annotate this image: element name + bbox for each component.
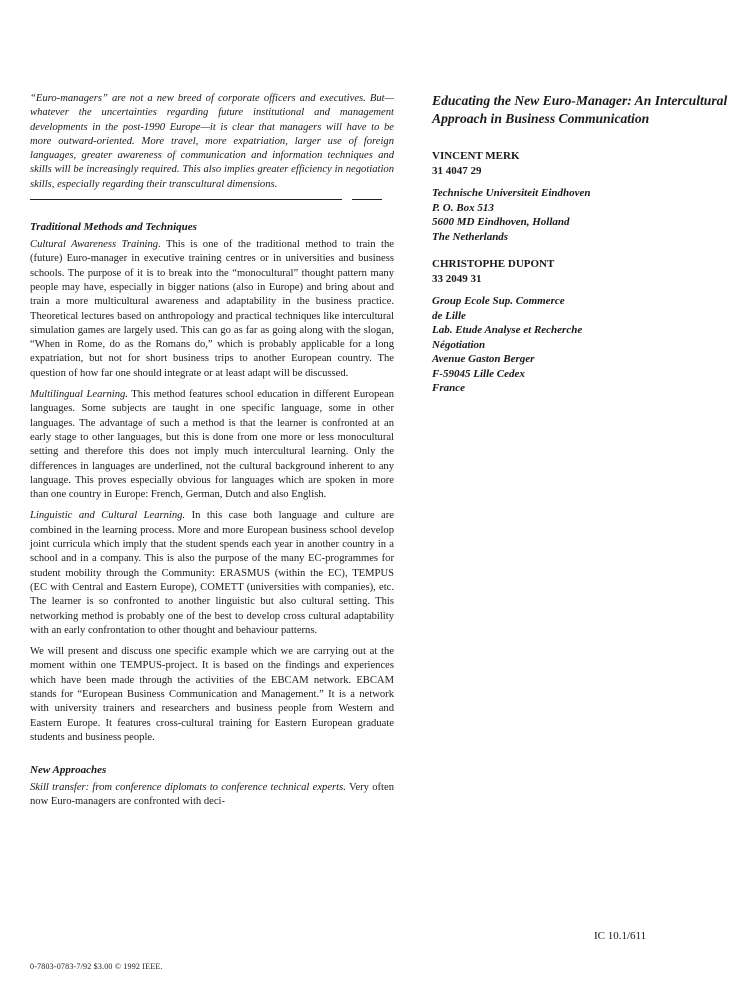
address-line: France (432, 382, 465, 394)
author-address (432, 186, 732, 244)
author-block-1 (432, 149, 732, 244)
address-line: P. O. Box 513 (432, 201, 494, 214)
paragraph-multilingual (30, 388, 394, 502)
address-line: de Lille (432, 309, 466, 322)
heading-traditional-methods: Traditional Methods and Techniques (30, 221, 197, 234)
abstract: “Euro-managers” are not a new breed of corporate officers and executives. But—whatever the uncertainties regarding future institutional and management developments in the post-1990 Europe—it is clear that managers will have to be more outward-oriented. More travel, more expatriation, larger use of foreign languages, greater awareness of communication and information techniques and skills will be increasingly required. This also implies greater efficiency in negotiation skills, especially regarding their transcultural dimensions. (30, 93, 394, 190)
author-name: VINCENT MERK (432, 150, 520, 162)
author-block-2 (432, 257, 732, 396)
copyright-footer: 0-7803-0783-7/92 $3.00 © 1992 IEEE. (30, 962, 163, 971)
paragraph-cultural-awareness (30, 238, 394, 381)
lead-cultural-awareness: Cultural Awareness Training. (30, 239, 161, 251)
address-line: The Netherlands (432, 230, 509, 243)
lead-skill-transfer: Skill transfer: from conference diplomats to conference technical experts. (30, 782, 346, 794)
address-line: Group Ecole Sup. Commerce (432, 295, 565, 307)
paragraph-linguistic-cultural (30, 509, 394, 638)
paper-title: Educating the New Euro-Manager: An Intercultural Approach in Business Communication (432, 93, 728, 126)
address-line: F-59045 Lille Cedex (432, 367, 525, 380)
page-number: IC 10.1/611 (594, 930, 647, 942)
heading-new-approaches: New Approaches (30, 764, 107, 777)
left-column (30, 92, 394, 810)
text-cultural-awareness: This is one of the traditional method to train the (future) Euro-manager in executive training centres or in universities and business schools. The purpose of it is to break into the “monocultural” thought pattern many people may have, especially in bigger nations (also in Europe) and bring about and train a more multicultural awareness and adaptability in the business practice. Theoretical lectures based on anthropology and practical techniques like intercultural simulation games are largely used. This can go as far as going along with the slogan, “When in Rome, do as the Romans do,” which is probably applicable for a long expatriation, but not for short business trips to another European country. The question of how far one should integrate or at least adapt will be discussed. (30, 239, 394, 379)
address-line: Avenue Gaston Berger (432, 353, 535, 365)
text-skill-transfer: Very often now Euro-managers are confronted with deci- (30, 782, 394, 808)
divider-short (352, 199, 382, 200)
author-address (432, 294, 732, 396)
paragraph-skill-transfer (30, 781, 394, 810)
lead-multilingual: Multilingual Learning. (30, 389, 128, 401)
address-line: Négotiation (432, 338, 486, 351)
text-multilingual: This method features school education in different European languages. Some subjects are taught in one specific language, some in other languages. The advantage of such a method is that the learner is confronted at an early stage to other languages, but this is done from one more or less monocultural setting and therefore this does not imply much intercultural learning. Only the differences in languages are underlined, not the cultural background inherent to any language. This proves especially obvious for languages which are spoken in more than one country in Europe: French, German, Dutch and also English. (30, 389, 394, 501)
address-line: Lab. Etude Analyse et Recherche (432, 324, 583, 336)
address-line: 5600 MD Eindhoven, Holland (432, 216, 570, 228)
right-column (432, 92, 732, 409)
address-line: Technische Universiteit Eindhoven (432, 187, 591, 199)
author-phone: 33 2049 31 (432, 273, 482, 285)
author-phone: 31 4047 29 (432, 165, 482, 177)
lead-linguistic-cultural: Linguistic and Cultural Learning. (30, 510, 186, 522)
abstract-divider (30, 196, 394, 202)
text-linguistic-cultural: In this case both language and culture are combined in the learning process. More and more European business school develop joint curricula which imply that the student spends each year in another country in a school and in a company. This is also the purpose of the many EC-programmes for student mobility through the Community: ERASMUS (within the EC), TEMPUS (EC with Central and Eastern Europe), COMETT (universities with companies), etc. The learner is so confronted to another linguistic but also cultural setting. This networking method is probably one of the best to develop cross cultural adaptability with an early confrontation to other thought and behaviour patterns. (30, 510, 394, 636)
divider-long (30, 199, 342, 200)
paragraph-tempus-example: We will present and discuss one specific example which we are carrying out at the moment within one TEMPUS-project. It is based on the findings and experiences which have been made through the activities of the EBCAM network. EBCAM stands for “European Business Communication and Management.” It is a network with university trainers and researchers and business people from Western and Eastern Europe. It features cross-cultural training for Eastern European graduate students and business people. (30, 646, 394, 743)
author-name: CHRISTOPHE DUPONT (432, 258, 555, 270)
